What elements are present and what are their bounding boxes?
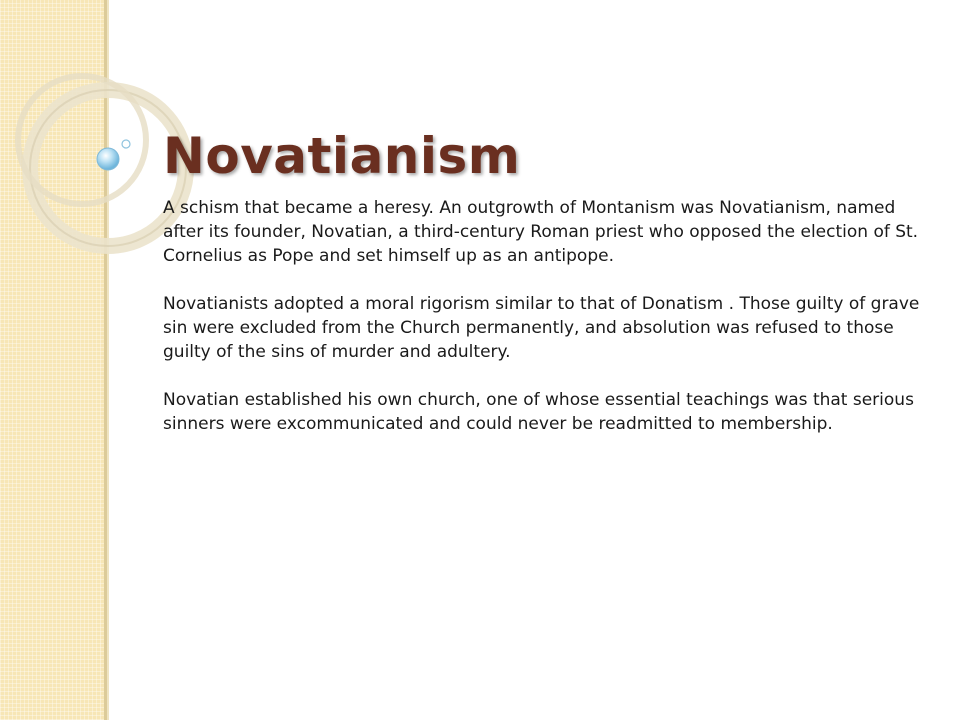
paragraph-2: Novatianists adopted a moral rigorism similar to that of Donatism . Those guilty of grave sin were excluded from the Church permanently, and absolution was refused to those guilty of the sins of murder and adultery. [163,294,920,362]
slide-title: Novatianism [163,127,521,185]
paragraph-1: A schism that became a heresy. An outgrowth of Montanism was Novatianism, named after its founder, Novatian, a third-century Roman priest who opposed the election of St. Cornelius as Pope and set himself up as an antipope. [163,198,919,266]
paragraph-3: Novatian established his own church, one of whose essential teachings was that serious sinners were excommunicated and could never be readmitted to membership. [163,390,914,434]
slide-body [163,196,923,460]
